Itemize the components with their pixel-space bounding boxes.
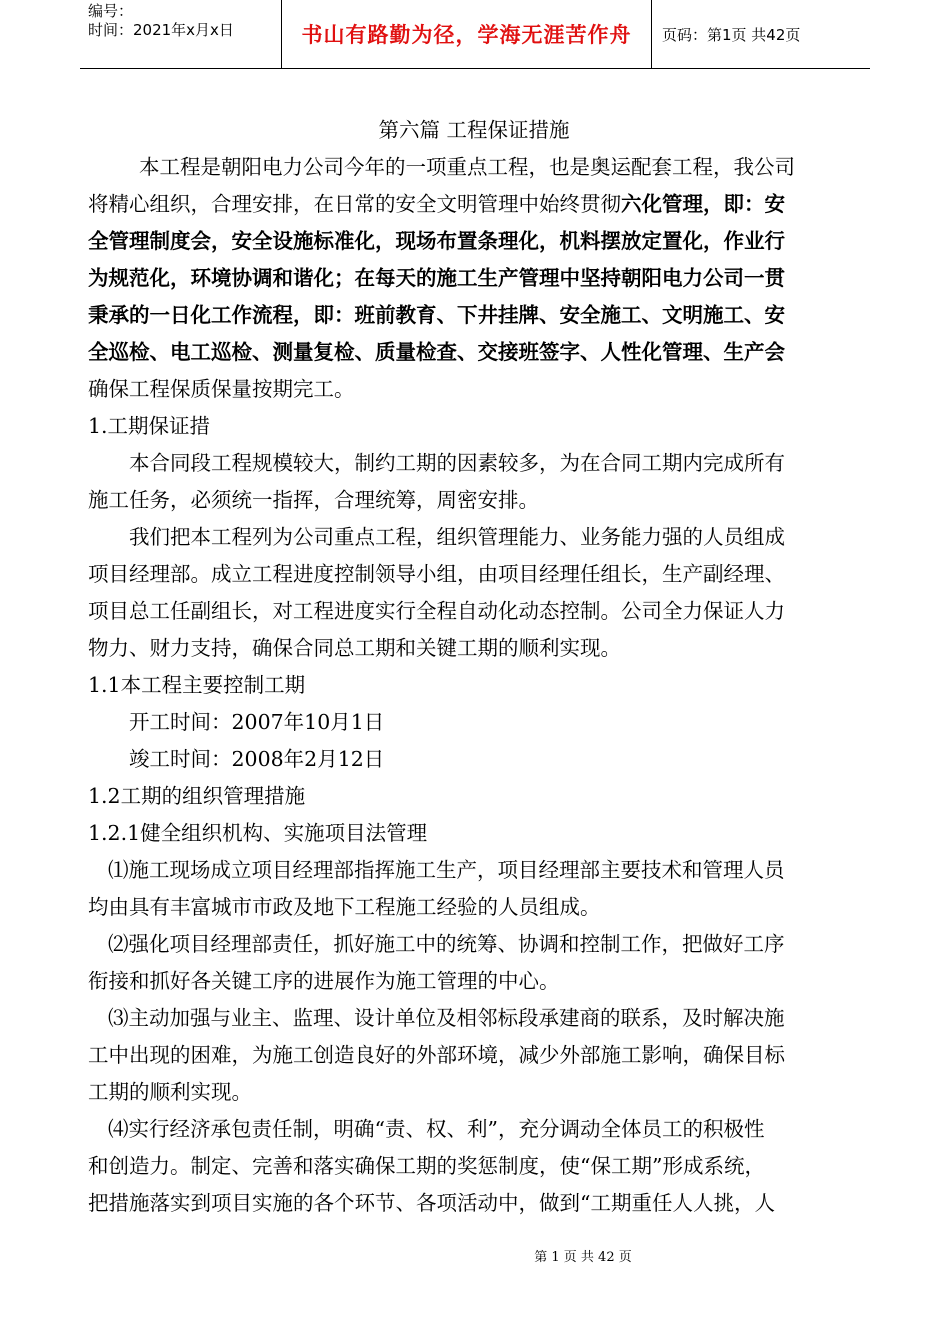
- list-item-line: ⑵强化项目经理部责任，抓好施工中的统筹、协调和控制工作，把做好工序: [108, 932, 785, 956]
- paragraph-line: 项目总工任副组长，对工程进度实行全程自动化动态控制。公司全力保证人力: [88, 599, 785, 623]
- doc-title: 第六篇 工程保证措施: [378, 118, 570, 142]
- text-run: 将精心组织，合理安排，在日常的安全文明管理中始终贯彻: [88, 192, 621, 216]
- header-info-cell: [80, 0, 282, 68]
- doc-number-label: 编号：: [88, 2, 134, 20]
- paragraph-line: 工期的顺利实现。: [88, 1080, 252, 1104]
- document-body: [88, 112, 860, 1222]
- paragraph-line: 项目经理部。成立工程进度控制领导小组，由项目经理任组长，生产副经理、: [88, 562, 785, 586]
- section-heading: 1.1本工程主要控制工期: [88, 673, 306, 697]
- list-item-line: ⑷实行经济承包责任制，明确“责、权、利”，充分调动全体员工的积极性: [108, 1117, 765, 1141]
- page-header: [80, 0, 870, 69]
- text-run-bold: 六化管理，即：安: [621, 192, 785, 216]
- start-date-line: 开工时间：2007年10月1日: [129, 710, 385, 734]
- header-page-label: 页码：第1页 共42页: [662, 25, 801, 44]
- footer-page-number: 第 1 页 共 42 页: [534, 1250, 632, 1265]
- page-footer: [0, 1246, 950, 1265]
- list-item-line: ⑶主动加强与业主、监理、设计单位及相邻标段承建商的联系，及时解决施: [108, 1006, 785, 1030]
- paragraph-line: 秉承的一日化工作流程，即：班前教育、下井挂牌、安全施工、文明施工、安: [88, 303, 785, 327]
- paragraph-line: 施工任务，必须统一指挥，合理统筹，周密安排。: [88, 488, 539, 512]
- section-heading: 1.2.1健全组织机构、实施项目法管理: [88, 821, 428, 845]
- doc-time-label: 时间：2021年x月x日: [88, 21, 234, 39]
- paragraph-line: 全巡检、电工巡检、测量复检、质量检查、交接班签字、人性化管理、生产会: [88, 340, 785, 364]
- paragraph-line: 和创造力。制定、完善和落实确保工期的奖惩制度，使“保工期”形成系统，: [88, 1154, 765, 1178]
- section-heading: 1.工期保证措: [88, 414, 211, 438]
- paragraph-line: 把措施落实到项目实施的各个环节、各项活动中，做到“工期重任人人挑，人: [88, 1191, 775, 1215]
- paragraph-line: 衔接和抓好各关键工序的进展作为施工管理的中心。: [88, 969, 560, 993]
- paragraph-line: 确保工程保质保量按期完工。: [88, 377, 355, 401]
- paragraph-line: 物力、财力支持，确保合同总工期和关键工期的顺利实现。: [88, 636, 621, 660]
- paragraph-line: 工中出现的困难，为施工创造良好的外部环境，减少外部施工影响，确保目标: [88, 1043, 785, 1067]
- paragraph-line: 本合同段工程规模较大，制约工期的因素较多，为在合同工期内完成所有: [129, 451, 785, 475]
- paragraph-line: [88, 186, 860, 223]
- list-item-line: ⑴施工现场成立项目经理部指挥施工生产，项目经理部主要技术和管理人员: [108, 858, 785, 882]
- section-heading: 1.2工期的组织管理措施: [88, 784, 306, 808]
- paragraph-line: 本工程是朝阳电力公司今年的一项重点工程，也是奥运配套工程，我公司: [139, 155, 795, 179]
- end-date-line: 竣工时间：2008年2月12日: [129, 747, 385, 771]
- paragraph-line: 我们把本工程列为公司重点工程，组织管理能力、业务能力强的人员组成: [129, 525, 785, 549]
- paragraph-line: 全管理制度会，安全设施标准化，现场布置条理化，机料摆放定置化，作业行: [88, 229, 785, 253]
- paragraph-line: 均由具有丰富城市市政及地下工程施工经验的人员组成。: [88, 895, 601, 919]
- header-motto: 书山有路勤为径，学海无涯苦作舟: [282, 0, 652, 68]
- paragraph-line: 为规范化，环境协调和谐化；在每天的施工生产管理中坚持朝阳电力公司一贯: [88, 266, 785, 290]
